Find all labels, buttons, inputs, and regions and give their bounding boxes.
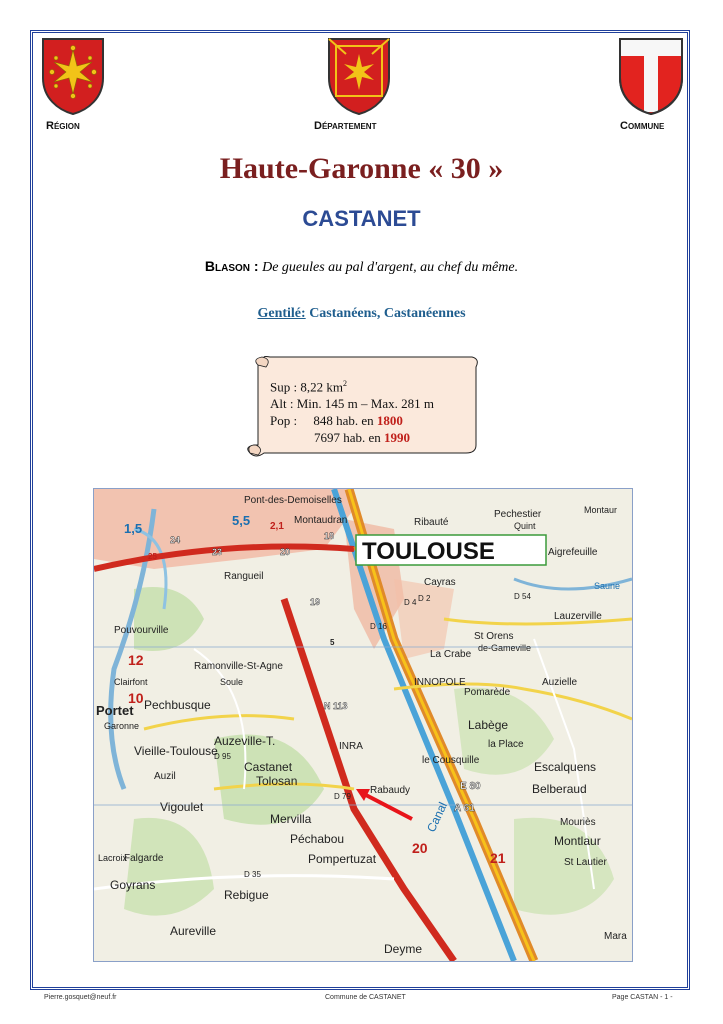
map-road: D 2 [418,594,431,603]
map-road: 1,5 [124,521,143,536]
map-place: Deyme [384,942,423,956]
map-place: le Cousquille [422,755,480,766]
map-place: Saune [594,581,621,591]
footer-left: Pierre.gosquet@neuf.fr [44,994,117,1001]
map-place: Montlaur [554,834,601,848]
map-place: St Lautier [564,857,607,868]
map-place: Tolosan [256,774,298,788]
map-place: Pechestier [494,509,542,520]
map-place: Ribauté [414,517,449,528]
gentile-label: Gentilé: [257,306,306,321]
map-road: 24 [170,535,181,545]
map-road: 2,1 [270,521,284,532]
map-place: Escalquens [534,760,597,774]
map-place: Rabaudy [370,785,411,796]
map-road: 5 [330,638,335,647]
map-place: Ramonville-St-Agne [194,661,283,672]
map-place: Aureville [170,924,217,938]
map-place: Goyrans [110,878,156,892]
pop1-year: 1800 [376,413,403,429]
map-road: D 35 [244,870,261,879]
department-shield-icon [326,36,392,116]
map-place: Lacroix [98,853,128,863]
map-place: INNOPOLE [414,677,466,688]
map-place: Lauzerville [554,611,602,622]
map-place: Falgarde [124,853,164,864]
pop2-value: 7697 hab. en [314,430,381,446]
map-place: Cayras [424,577,456,588]
commune-label: Commune [620,120,665,132]
footer-right: Page CASTAN - 1 - [612,994,673,1001]
map-place: Garonne [104,721,140,731]
map-place: La Crabe [430,649,472,660]
map-place: Quint [514,521,536,531]
map-place: de-Gameville [478,643,532,653]
map-place: Mara [604,931,627,942]
map-place: Pont-des-Demoiselles [244,495,342,506]
map-place: INRA [339,741,363,752]
sup-label: Sup : [270,379,298,395]
road-map [93,488,633,962]
map-place: Belberaud [532,782,587,796]
map-place: Aigrefeuille [548,547,598,558]
map-place: Auzeville-T. [214,734,276,748]
map-road: 18 [324,531,335,541]
map-road: N 113 [324,701,348,711]
map-place: Pouvourville [114,625,169,636]
map-road: D 16 [370,622,387,631]
map-road: 19 [310,597,321,607]
blason-text: De gueules au pal d'argent, au chef du même. [262,260,519,275]
map-road: 12 [128,652,144,668]
map-road: 5,5 [232,513,251,528]
map-place: Auzielle [542,677,578,688]
map-canal-label: Canal [424,799,450,835]
map-road: A 61 [454,803,475,814]
commune-shield-icon [617,36,685,116]
map-place: Rebigue [224,888,269,902]
map-place: St Orens [474,631,514,642]
sup-exp: 2 [342,379,347,388]
pop2-year: 1990 [384,430,411,446]
map-road: 21 [490,850,506,866]
map-place: la Place [488,739,524,750]
stats-block [270,375,434,446]
map-place: Mouriès [560,817,596,828]
map-place: Mervilla [270,812,312,826]
blason-label: Blason : [204,258,259,274]
map-road: 25 [148,552,157,561]
sup-value: 8,22 km [300,379,343,395]
map-road: D 54 [514,592,531,601]
map-place: Montaur [584,505,618,515]
map-place: Castanet [244,760,293,774]
alt-value: Min. 145 m – Max. 281 m [296,396,434,412]
alt-label: Alt : [270,396,294,412]
map-place: Auzil [154,771,176,782]
map-city-toulouse: TOULOUSE [362,538,495,565]
map-place: Rangueil [224,571,264,582]
map-place: Portet [96,703,134,718]
map-road: 20 [280,547,291,557]
map-road: E 80 [460,781,481,792]
region-shield-icon [40,36,106,116]
map-place: Vieille-Toulouse [134,744,218,758]
map-road: D 4 [404,598,417,607]
map-place: Montaudran [294,515,348,526]
map-place: Pechbusque [144,698,211,712]
map-road: D 79 [334,792,351,801]
department-label: Département [314,120,377,132]
blason-line [0,258,723,276]
gentile-text: Castanéens, Castanéennes [309,306,466,321]
page-title: Haute-Garonne « 30 » [219,152,504,185]
map-place: Pompertuzat [308,852,377,866]
map-road: 10 [128,690,144,706]
commune-name: CASTANET [302,206,421,231]
map-place: Labège [468,718,509,732]
map-place: Clairfont [114,677,148,687]
gentile-line [0,306,723,322]
pop-label: Pop : [270,413,298,429]
footer-center: Commune de CASTANET [325,994,406,1001]
map-place: Soule [220,677,244,687]
pop1-value: 848 hab. en [313,413,374,429]
map-place: Péchabou [290,832,345,846]
region-label: Région [46,120,80,132]
map-road: D 95 [214,752,231,761]
map-road: 23 [212,547,223,557]
map-road: 20 [412,840,428,856]
map-place: Vigoulet [160,800,204,814]
map-place: Pomarède [464,687,511,698]
